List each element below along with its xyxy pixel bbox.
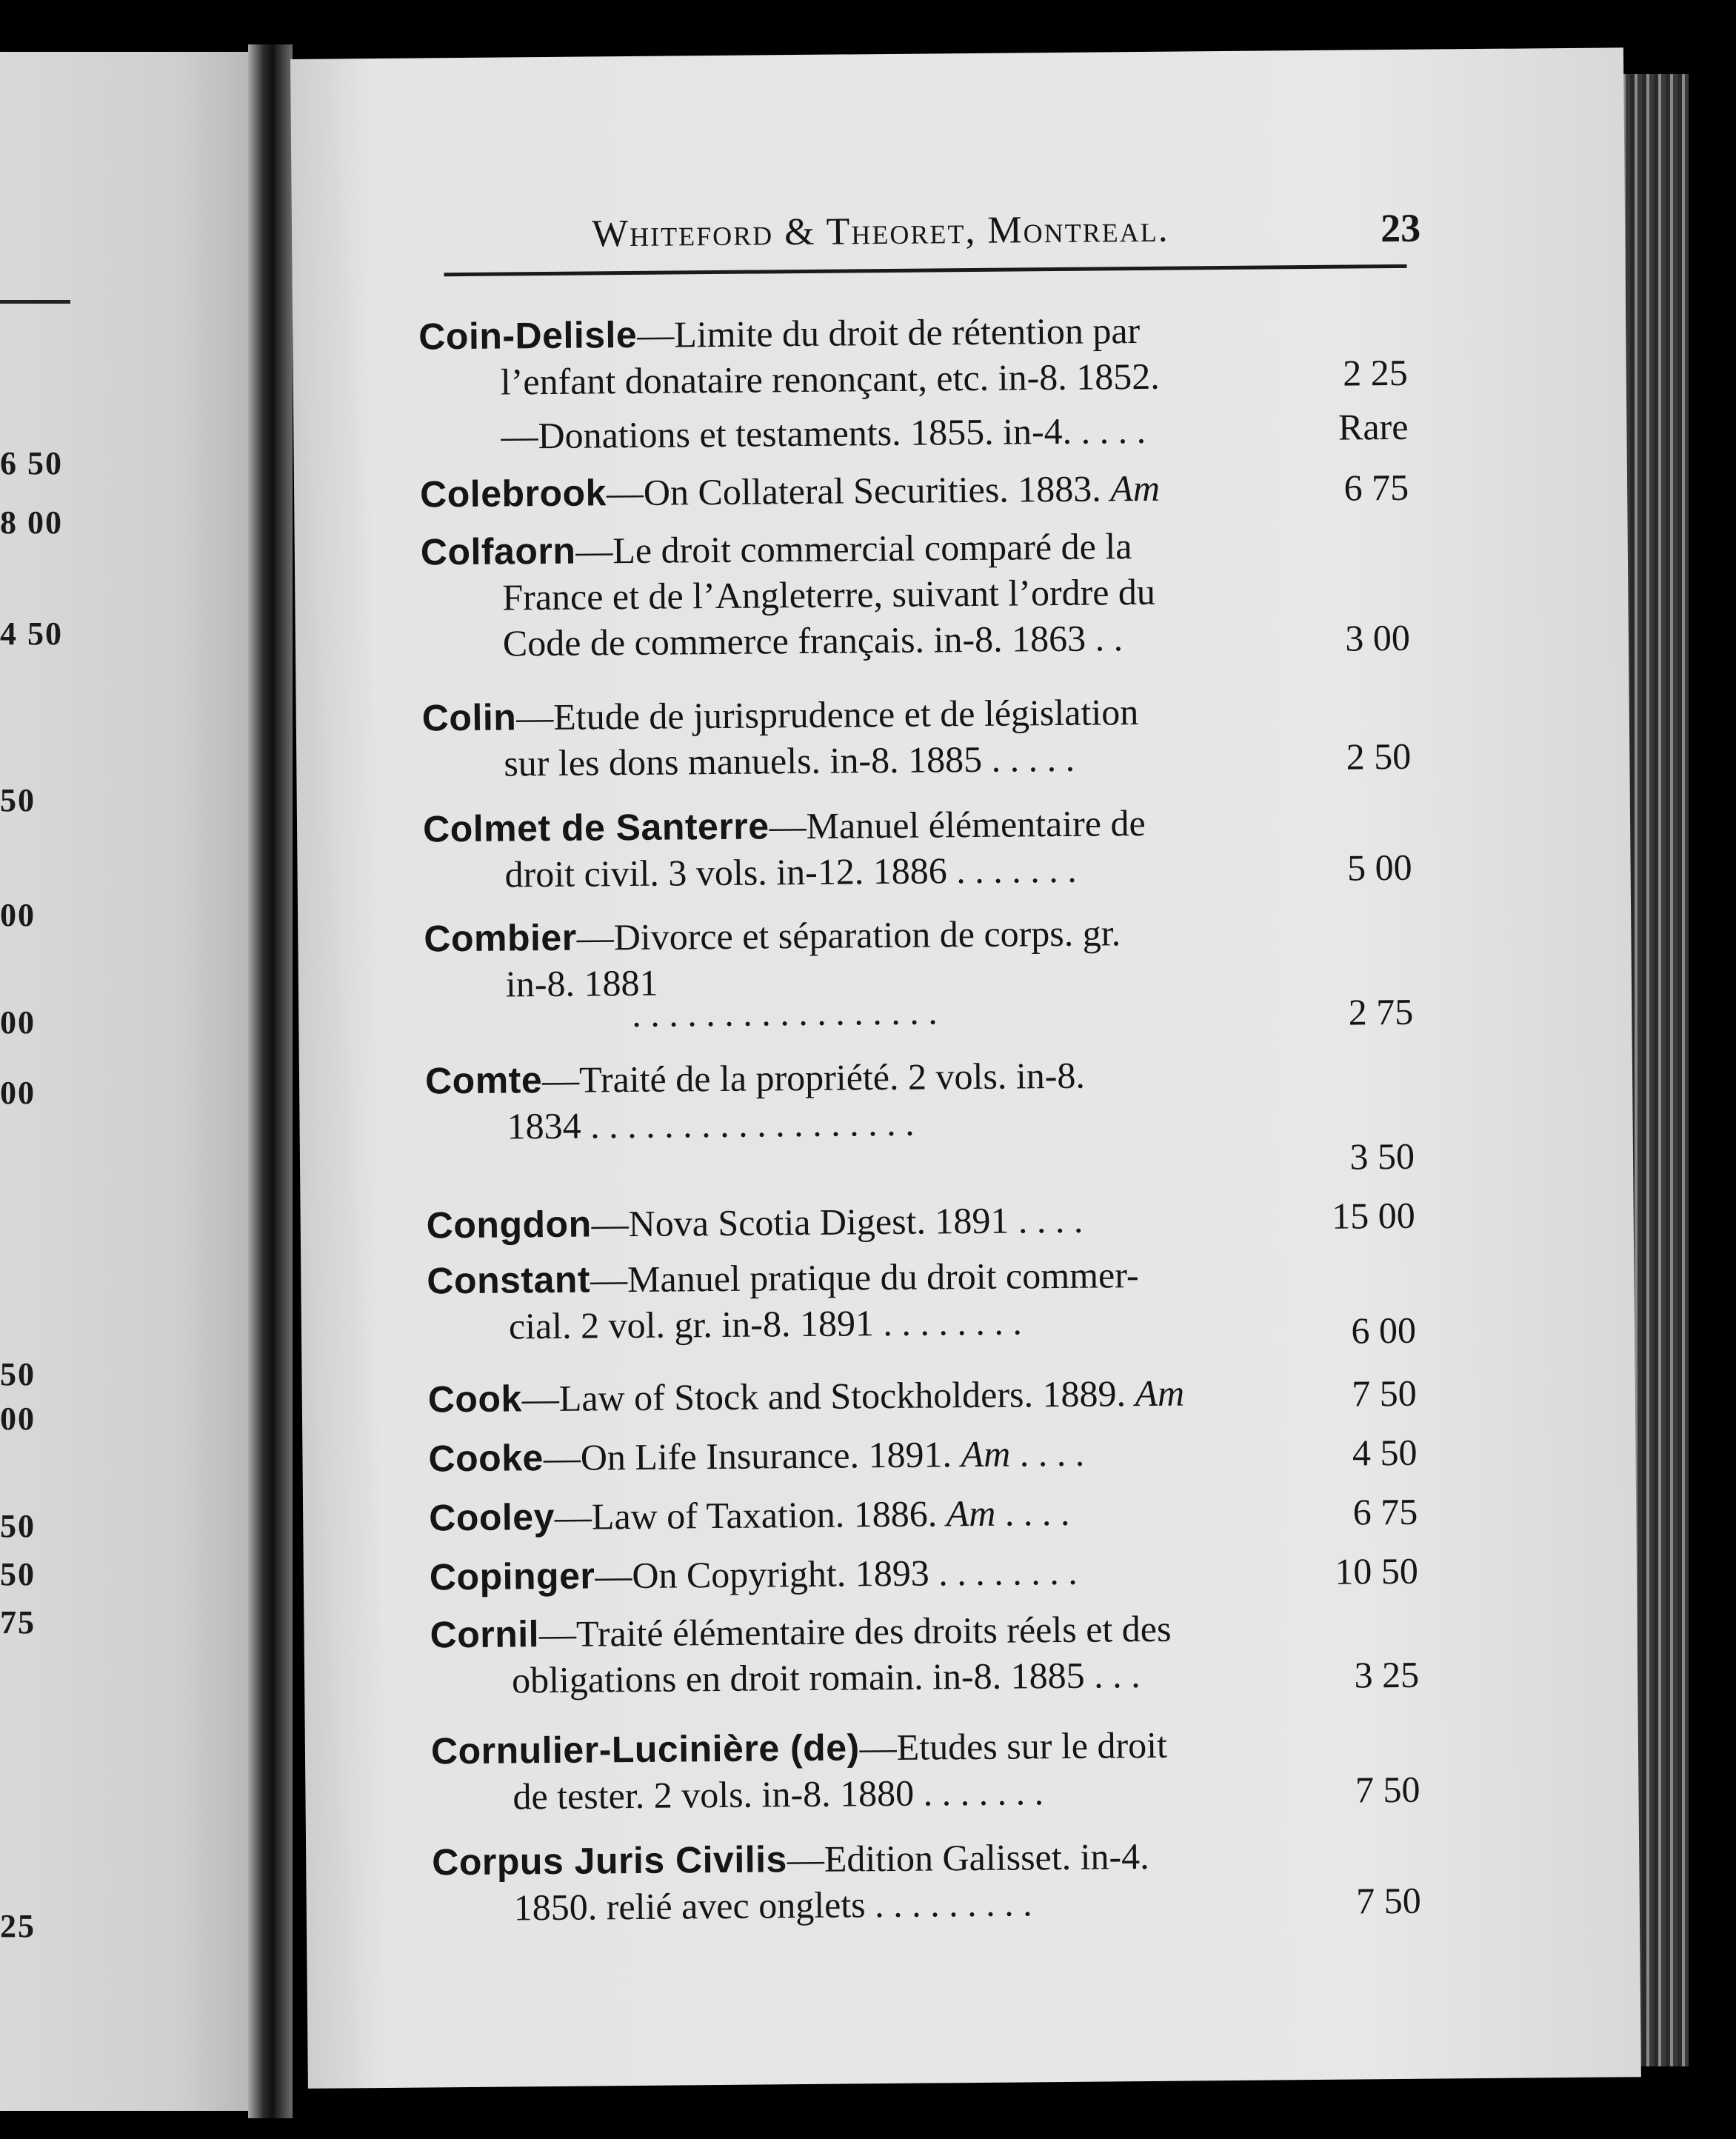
entry-text: l’enfant donataire renonçant, etc. in-8. 1852.	[500, 355, 1160, 403]
catalogue-entry	[428, 1369, 1265, 1423]
entry-price: 6 00	[1351, 1309, 1417, 1352]
catalogue-entry	[427, 1251, 1264, 1350]
previous-page-price: 50	[0, 1556, 36, 1592]
entry-author: Copinger	[429, 1555, 595, 1598]
catalogue-entry	[430, 1547, 1266, 1601]
entry-text: —On Life Insurance. 1891.	[543, 1433, 952, 1479]
entry-text: 1834 . . . . . . . . . . . . . . . . . .	[507, 1101, 915, 1147]
entry-text: —On Collateral Securities. 1883.	[606, 467, 1102, 514]
previous-page-fragment	[0, 52, 252, 2111]
previous-page-rule	[0, 300, 70, 304]
catalogue-entry	[429, 1488, 1266, 1541]
entry-text: obligations en droit romain. in-8. 1885 . . .	[511, 1654, 1141, 1701]
entry-author: Corpus Juris Civilis	[432, 1838, 788, 1883]
entry-leader-dots: . . . .	[995, 1491, 1070, 1534]
entry-author: Combier	[424, 916, 577, 960]
entry-text: —Limite du droit de rétention par	[636, 310, 1141, 356]
previous-page-price: 00	[0, 897, 36, 933]
catalogue-entry	[425, 1051, 1263, 1150]
previous-page-price: 75	[0, 1604, 36, 1641]
entry-price: 3 50	[1349, 1135, 1415, 1178]
entry-price: 3 25	[1354, 1653, 1420, 1696]
entry-price: Rare	[1338, 405, 1409, 448]
entry-price: 7 50	[1352, 1372, 1418, 1415]
catalogue-entry	[432, 1832, 1269, 1932]
entry-text: droit civil. 3 vols. in-12. 1886 . . . . . . .	[504, 848, 1078, 895]
catalogue-entry	[418, 307, 1256, 406]
book-gutter	[248, 44, 293, 2118]
entry-text: 1850. relié avec onglets . . . . . . . . .	[513, 1882, 1032, 1929]
entry-author: Coin-Delisle	[418, 313, 638, 358]
previous-page-price: 25	[0, 1908, 36, 1944]
catalogue-entry	[420, 464, 1257, 518]
entry-text: —Manuel pratique du droit commer-	[590, 1254, 1139, 1301]
catalogue-entry	[426, 1195, 1263, 1249]
previous-page-price: 8 00	[0, 504, 63, 541]
entry-text: France et de l’Angleterre, suivant l’ordre du	[502, 570, 1156, 618]
previous-page-price: 00	[0, 1401, 36, 1437]
entry-price: 7 50	[1355, 1768, 1420, 1811]
entry-author: Cornulier-Lucinière (de)	[430, 1726, 860, 1772]
entry-text: Code de commerce français. in-8. 1863 . .	[502, 617, 1124, 664]
entry-author: Constant	[427, 1258, 591, 1302]
entry-text: in-8. 1881	[505, 961, 658, 1005]
entry-text: cial. 2 vol. gr. in-8. 1891 . . . . . . . .	[508, 1301, 1023, 1347]
entry-leader-dots: . . . . . . . . . . . . . . . . .	[632, 990, 938, 1035]
entry-author: Colmet de Santerre	[422, 805, 769, 850]
entry-price: 6 75	[1343, 466, 1409, 509]
entry-price: 3 00	[1345, 616, 1411, 659]
previous-page-price: 50	[0, 1356, 36, 1392]
entry-text: —Traité de la propriété. 2 vols. in-8.	[541, 1054, 1086, 1101]
entry-price: 2 50	[1346, 735, 1412, 778]
entry-text: —Law of Taxation. 1886.	[554, 1492, 938, 1538]
entry-price: 10 50	[1335, 1549, 1419, 1592]
entry-author: Colin	[421, 696, 517, 739]
running-title: Whiteford & Theoret, Montreal.	[591, 207, 1169, 256]
entry-text: —Le droit commercial comparé de la	[575, 525, 1132, 572]
entry-origin: Am	[946, 1492, 996, 1535]
entry-origin: Am	[1110, 467, 1161, 510]
previous-page-price: 00	[0, 1075, 36, 1111]
entry-author: Colfaorn	[420, 530, 576, 573]
catalogue-page	[290, 47, 1641, 2089]
entry-text: —Donations et testaments. 1855. in-4. . . . .	[501, 409, 1146, 457]
catalogue-entry	[419, 407, 1256, 460]
entry-text: —Edition Galisset. in-4.	[787, 1835, 1149, 1881]
entry-text: —Etude de jurisprudence et de législation	[516, 691, 1139, 738]
entry-price: 5 00	[1346, 846, 1412, 889]
entry-author: Cornil	[430, 1613, 540, 1656]
catalogue-entry	[430, 1605, 1267, 1704]
entry-text: —Nova Scotia Digest. 1891 . . . .	[591, 1198, 1084, 1245]
entry-author: Cooke	[428, 1437, 544, 1480]
entry-text: sur les dons manuels. in-8. 1885 . . . . .	[504, 737, 1075, 784]
previous-page-price: 50	[0, 782, 36, 818]
entry-text: —Etudes sur le droit	[859, 1723, 1168, 1769]
entry-price: 2 25	[1343, 351, 1408, 394]
entry-author: Congdon	[426, 1203, 592, 1247]
previous-page-price: 4 50	[0, 615, 63, 652]
entry-author: Cook	[427, 1378, 523, 1421]
catalogue-entry	[431, 1721, 1269, 1821]
entry-leader-dots: . . . .	[1009, 1432, 1085, 1475]
catalogue-entry	[421, 688, 1259, 787]
entry-price: 2 75	[1348, 990, 1414, 1033]
entry-text: —Traité élémentaire des droits réels et des	[538, 1607, 1172, 1655]
entry-price: 4 50	[1352, 1431, 1418, 1474]
page-number: 23	[1380, 205, 1421, 251]
catalogue-entry	[421, 522, 1259, 667]
entry-author: Colebrook	[419, 472, 607, 515]
entry-author: Comte	[424, 1059, 543, 1102]
previous-page-price: 6 50	[0, 445, 63, 481]
entry-price: 15 00	[1331, 1194, 1415, 1237]
entry-text: —Law of Stock and Stockholders. 1889.	[521, 1372, 1126, 1420]
previous-page-price: 50	[0, 1508, 36, 1544]
previous-page-price: 00	[0, 1004, 36, 1041]
entry-price: 6 75	[1352, 1490, 1418, 1533]
entry-text: —Divorce et séparation de corps. gr.	[576, 912, 1121, 958]
catalogue-entry	[424, 909, 1261, 1039]
entry-text: de tester. 2 vols. in-8. 1880 . . . . . . .	[513, 1771, 1044, 1818]
entry-origin: Am	[961, 1432, 1011, 1475]
entry-author: Cooley	[428, 1495, 555, 1539]
entry-text: —Manuel élémentaire de	[769, 801, 1146, 847]
entry-text: —On Copyright. 1893 . . . . . . . .	[595, 1550, 1078, 1597]
catalogue-entry	[428, 1429, 1265, 1482]
entry-origin: Am	[1135, 1372, 1185, 1415]
entry-price: 7 50	[1356, 1879, 1421, 1922]
catalogue-entry	[423, 799, 1261, 898]
